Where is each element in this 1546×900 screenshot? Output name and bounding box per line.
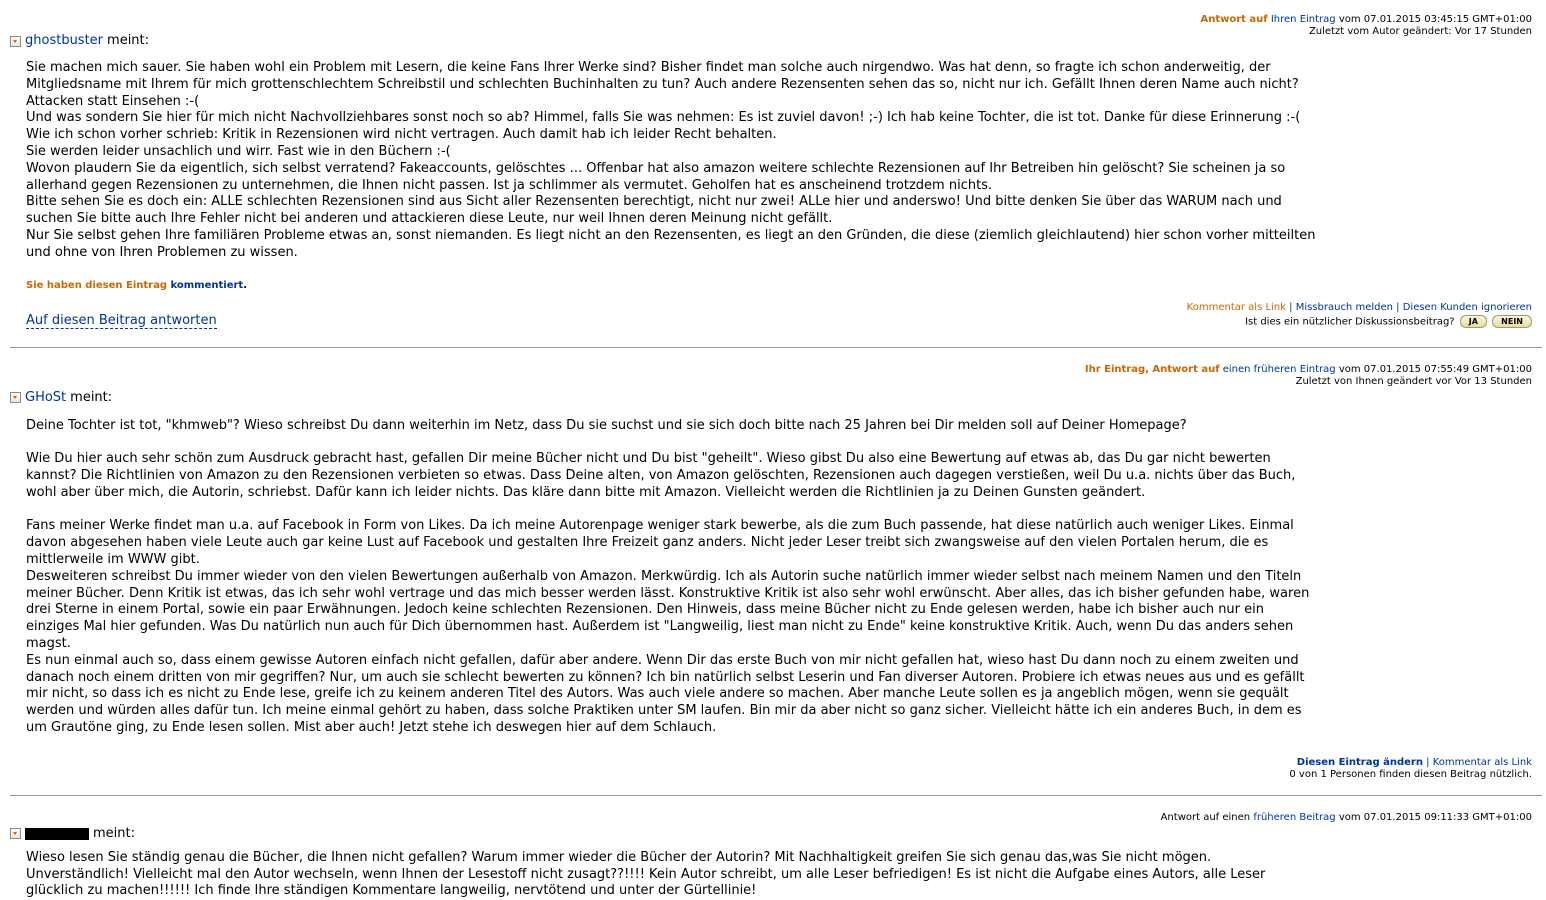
- separator: |: [1396, 301, 1400, 313]
- parent-entry-link[interactable]: früheren Beitrag: [1253, 811, 1336, 823]
- post-line: Es nun einmal auch so, dass einem gewisse Autoren einfach nicht gefallen, dafür aber andere. Wenn Dir das erste Buch von mir nicht gefallen hat, wieso hast Du dann noch zu einem zweiten und danach noch einem dritten von mir gegriffen? Nur, um auch sie schlecht bewerten zu können? Ich bin natürlich selbst Leserin und Fan diverser Autoren. Probiere ich etwas neues aus und es gefällt mir nicht, so dass ich es nicht zu Ende lese, greife ich zu keinem anderen Titel des Autors. Was auch viele andere so machen. Aber manche Leute sollen es ja angeblich mögen, wenn sie gequält werden und würden alles dafür tun. Ich meine einmal gehört zu haben, dass solche Praktiken unter SM laufen. Bin mir da aber nicht so ganz sicher. Vielleicht hätte ich ein anderes Buch, in dem es um Grautöne ging, zu Ende lesen sollen. Mist aber auch! Jetzt stehe ich deswegen hier auf dem Schlauch.: [26, 652, 1305, 735]
- post-actions: [0, 757, 1546, 781]
- commented-note: [0, 280, 1546, 291]
- reply-link[interactable]: Auf diesen Beitrag antworten: [26, 312, 217, 328]
- says-label: meint:: [93, 825, 135, 841]
- comment-as-link[interactable]: Kommentar als Link: [1432, 756, 1532, 768]
- post-line: Bitte sehen Sie es doch ein: ALLE schlechten Rezensionen sind aus Sicht aller Rezensenten berechtigt, nicht nur zwei! ALLe hier und anderswo! Und bitte denken Sie über das WARUM nach und suchen Sie bitte auch Ihre Fehler nicht bei anderen und attackieren diese Leute, nur weil Ihnen deren Meinung nicht gefällt.: [26, 194, 1282, 227]
- helpful-count: 0 von 1 Personen finden diesen Beitrag nützlich.: [1289, 768, 1532, 780]
- post-meta: [0, 364, 1546, 388]
- post-line: Desweiteren schreibst Du immer wieder von den vielen Bewertungen außerhalb von Amazon. Merkwürdig. Ich als Autorin suche natürlich immer wieder selbst nach meinem Namen und den Titeln meiner Bücher. Denn Kritik ist etwas, das ich sehr wohl vertrage und das mich besser werden lässt. Konstruktive Kritik ist also sehr wohl erwünscht. Aber alles, das ich bisher gefunden habe, waren drei Sterne in einem Portal, sowie ein paar Erwähnungen. Jedoch keine schlechten Rezensionen. Den Hinweis, dass meine Bücher nicht zu Ende gelesen werden, habe ich bisher auch nur ein einziges Mal hier gefunden. Was Du natürlich nun auch für Dich übernommen hast. Außerdem ist "Langweilig, liest man nicht zu Ende" keine konstruktive Kritik. Auch, wenn Du das anders sehen magst.: [26, 568, 1310, 651]
- parent-entry-link[interactable]: Ihren Eintrag: [1270, 14, 1336, 25]
- collapse-toggle-icon[interactable]: [10, 828, 21, 839]
- post-meta: [0, 812, 1546, 824]
- post-line: Wieso lesen Sie ständig genau die Bücher, die Ihnen nicht gefallen? Warum immer wieder die Bücher der Autorin? Mit Nachhaltigkeit greifen Sie sich genau das,was Sie nicht mögen. Unverständlich! Vielleicht mal den Autor wechseln, wenn Ihnen der Lesestoff nicht zusagt??!!!! Kein Autor schreibt, um alle Leser befriedigen! Es ist nicht die Aufgabe eines Autors, alle Leser glücklich zu machen!!!!!! Ich finde Ihre ständigen Kommentare langweilig, nervtötend und unter der Gürtellinie!: [26, 849, 1266, 899]
- redacted-author-name: [25, 828, 89, 840]
- post-body: [0, 60, 1316, 262]
- author-name-link[interactable]: GHoSt: [25, 389, 67, 405]
- answer-label: Antwort auf: [1200, 14, 1268, 25]
- post-date: vom 07.01.2015 03:45:15 GMT+01:00: [1338, 14, 1532, 25]
- separator: |: [1289, 301, 1293, 313]
- post-line: Wie ich schon vorher schrieb: Kritik in Rezensionen wird nicht vertragen. Auch damit hab ich leider Recht behalten.: [26, 127, 777, 143]
- post-line: Und was sondern Sie hier für mich nicht Nachvollziehbares sonst noch so ab? Himmel, falls Sie was nehmen: Es ist zuviel davon! ;-) Ich hab keine Tochter, die ist tot. Danke für diese Erinnerung :-(: [26, 110, 1301, 126]
- answer-label: Antwort auf einen: [1160, 811, 1251, 823]
- post-line: Wovon plaudern Sie da eigentlich, sich selbst verratend? Fakeaccounts, gelöschtes ... Offenbar hat also amazon weitere schlechte Rezensionen auf Ihr Betreiben hin gelöscht? Sie scheinen ja so allerhand gegen Rezensionen zu unternehmen, die Ihnen nicht passen. Ist ja schlimmer als vermutet. Geholfen hat es anscheinend trotzdem nichts.: [26, 160, 1286, 193]
- says-label: meint:: [107, 33, 150, 48]
- helpful-question: Ist dies ein nützlicher Diskussionsbeitrag?: [1245, 316, 1455, 328]
- post-line: Wie Du hier auch sehr schön zum Ausdruck gebracht hast, gefallen Dir meine Bücher nicht und Du bist "geheilt". Wieso gibst Du also eine Bewertung auf etwas ab, das Du gar nicht bewerten kannst? Die Richtlinien von Amazon zu den Rezensionen verbieten so etwas. Dass Deine alten, von Amazon gelöschten, Rezensionen auch dagegen verstießen, weil Du u.a. nichts über das Buch, wohl aber über mich, die Autorin, schriebst. Dafür kann ich leider nichts. Das kläre dann bitte mit Amazon. Vielleicht werden die Richtlinien ja zu Deinen Gunsten geändert.: [26, 451, 1296, 500]
- post-line: Fans meiner Werke findet man u.a. auf Facebook in Form von Likes. Da ich meine Autorenpage weniger stark bewerbe, als die zum Buch passende, hat diese natürlich auch weniger Likes. Einmal davon abgesehen haben viele Leute auch gar keine Lust auf Facebook und gestalten Ihre Freizeit ganz anders. Nicht jeder Leser treibt sich zwangsweise auf den vielen Portalen herum, die es mittlerweile im WWW gibt.: [26, 518, 1294, 567]
- paragraph-gap: [26, 434, 1316, 451]
- commented-suffix: .: [243, 279, 248, 291]
- report-abuse-link[interactable]: Missbrauch melden: [1295, 301, 1393, 313]
- parent-entry-link[interactable]: einen früheren Eintrag: [1222, 363, 1336, 375]
- post-body: [0, 850, 1316, 900]
- right-actions: [1187, 302, 1532, 329]
- post-1: [0, 0, 1546, 334]
- post-line: Deine Tochter ist tot, "khmweb"? Wieso schreibst Du dann weiterhin im Netz, dass Du sie suchst und sie sich doch bitte nach 25 Jahren bei Dir melden soll auf Deiner Homepage?: [26, 417, 1187, 433]
- edited-info: Zuletzt vom Autor geändert: Vor 17 Stunden: [1308, 26, 1532, 37]
- post-line: Nur Sie selbst gehen Ihre familiären Probleme etwas an, sonst niemanden. Es liegt nicht an den Rezensenten, es liegt an den Gründen, die diese (ziemlich gleichlautend) hier schon vorher mitteilten und ohne von Ihren Problemen zu wissen.: [26, 227, 1316, 260]
- commented-link[interactable]: kommentiert: [170, 279, 244, 291]
- edit-entry-link[interactable]: Diesen Eintrag ändern: [1296, 756, 1423, 768]
- edited-info: Zuletzt von Ihnen geändert vor Vor 13 Stunden: [1295, 375, 1532, 387]
- vote-no-button[interactable]: NEIN: [1492, 315, 1532, 328]
- post-actions: [0, 302, 1546, 334]
- commented-prefix: Sie haben diesen Eintrag: [26, 279, 168, 291]
- says-label: meint:: [70, 389, 113, 405]
- separator: |: [1426, 756, 1430, 768]
- post-line: Sie machen mich sauer. Sie haben wohl ein Problem mit Lesern, die keine Fans Ihrer Werke sind? Bisher findet man solche auch nirgendwo. Was hat denn, so fragte ich schon anderweitig, der Mitgliedsname mit Ihrem für mich grottenschlechtem Schreibstil und schlechten Buchinhalten zu tun? Auch andere Rezensenten sehen das so, nicht nur ich. Gefällt Ihnen deren Name auch nicht? Attacken statt Einsehen :-(: [26, 60, 1299, 109]
- ignore-customer-link[interactable]: Diesen Kunden ignorieren: [1402, 301, 1532, 313]
- post-line: Sie werden leider unsachlich und wirr. Fast wie in den Büchern :-(: [26, 143, 451, 159]
- post-3: [0, 796, 1546, 900]
- author-line: [0, 390, 1546, 406]
- answer-label: Ihr Eintrag, Antwort auf: [1084, 363, 1220, 375]
- post-date: vom 07.01.2015 07:55:49 GMT+01:00: [1338, 363, 1532, 375]
- vote-yes-button[interactable]: JA: [1460, 315, 1487, 328]
- post-2: [0, 348, 1546, 781]
- collapse-toggle-icon[interactable]: [10, 392, 21, 403]
- author-line: [0, 826, 1546, 842]
- comment-as-link[interactable]: Kommentar als Link: [1186, 301, 1286, 313]
- author-name-link[interactable]: ghostbuster: [25, 33, 104, 48]
- post-body: [0, 418, 1316, 737]
- collapse-toggle-icon[interactable]: [10, 36, 21, 47]
- paragraph-gap: [26, 502, 1316, 519]
- post-date: vom 07.01.2015 09:11:33 GMT+01:00: [1338, 811, 1532, 823]
